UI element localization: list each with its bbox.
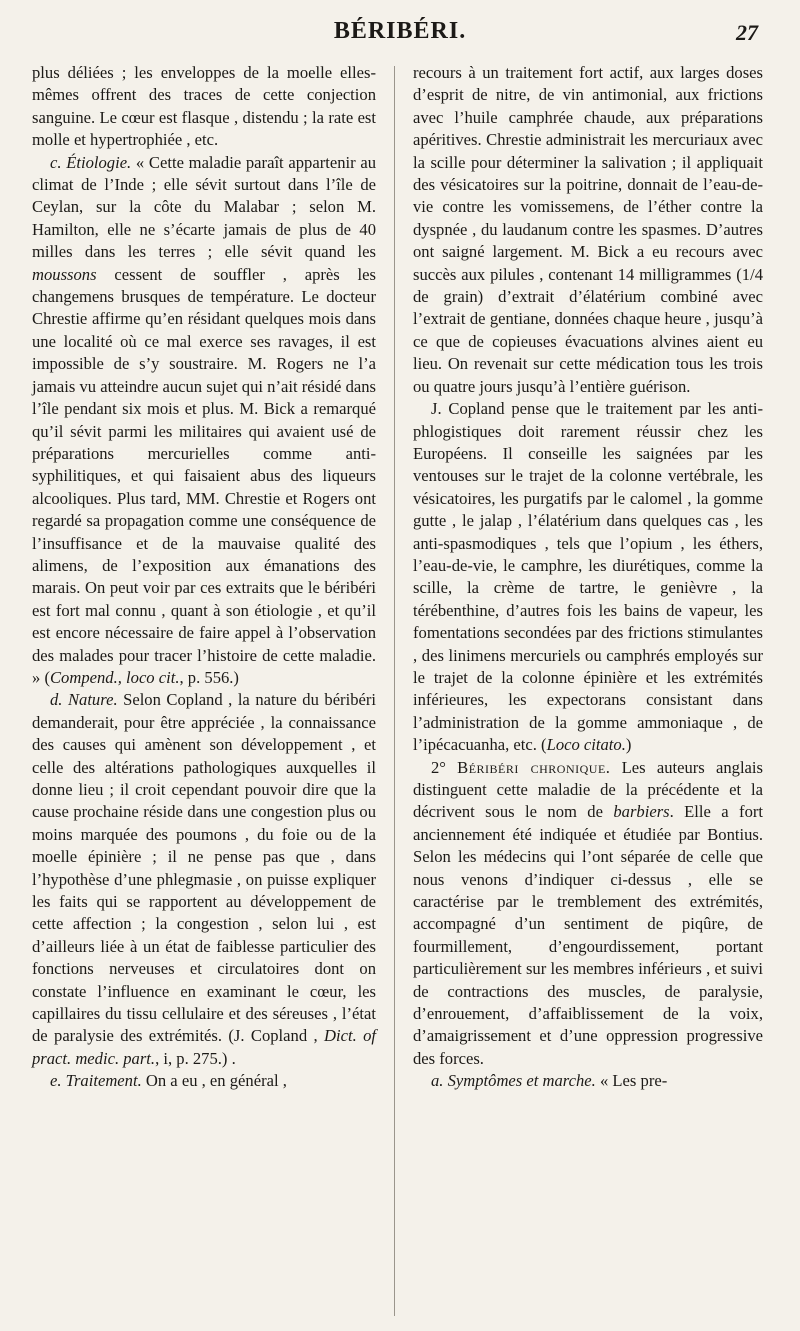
right-column — [413, 62, 763, 1093]
section-heading-chronique: Béribéri chronique. — [457, 757, 611, 777]
traitement-text-a: On a eu , en général , — [141, 1071, 287, 1091]
paragraph-traitement-cont: recours à un traitement fort actif, aux larges doses d’esprit de nitre, de vin antimonial, aux frictions avec l’huile camphrée chaude, aux préparations apéritives. Chrestie administrait les mercuriaux avec la scille pour déterminer la salivation ; il appliquait des vésicatoires sur la poitrine, donnait de l’eau-de-vie contre les vomissemens, de l’éther contre la dyspnée , du laudanum contre les spasmes. D’autres ont saigné largement. M. Bick a eu recours avec succès aux pilules , contenant 14 milligrammes (1/4 de grain) d’extrait d’élatérium combiné avec l’extrait de gentiane, données chaque heure , jusqu’à ce que de copieuses évacuations alvines aient eu lieu. On revenait sur cette médication tous les trois ou quatre jours jusqu’à l’entière guérison. — [413, 63, 763, 396]
paragraph-nature — [32, 689, 376, 1070]
paragraph-symptomes — [413, 1070, 763, 1092]
left-column — [32, 62, 376, 1093]
chronique-text-b: . Elle a fort anciennement été indiquée et étudiée par Bontius. Selon les médecins qui l’ont séparée de celle que nous venons d’indiquer ci-dessus , elle se caractérise par le tremblement des extrémités, accompagné d’un sentiment de piqûre, de fourmillement, d’engourdissement, portant particulièrement sur les membres inférieurs , et suivi de contractions des muscles, de paralysie, d’enrouement, d’affaiblissement de la voix, d’amaigrissement et d’une oppression progressive des forces. — [413, 802, 764, 1068]
paragraph-etiologie — [32, 152, 376, 690]
etiologie-text-a: « Cette maladie paraît appartenir au climat de l’Inde ; elle sévit surtout dans l’île de Ceylan, sur la côte du Malabar ; selon M. Hamilton, elle ne s’écarte jamais de plus de 40 milles dans les terres ; elle sévit quand les — [32, 152, 376, 262]
citation-loco-citato: Loco citato. — [546, 735, 626, 755]
section-heading-etiologie: c. Étiologie. — [50, 152, 132, 172]
paragraph-copland-treatment — [413, 398, 763, 757]
section-heading-traitement: e. Traitement. — [50, 1071, 142, 1091]
nature-text-a: Selon Copland , la nature du béribéri demanderait, pour être appréciée , la connaissance des causes qui amènent son développement , et celle des altérations pathologiques auxquelles il donne lieu ; il croit cependant pouvoir dire que la cause prochaine réside dans une congestion plus ou moins marquée des poumons , du foie ou de la moelle épinière ; il ne pense pas que , dans l’hypothèse d’une phlegmasie , on puisse expliquer les faits qui se rapportent au développement de cette affection ; la congestion , selon lui , est d’ailleurs liée à un état de faiblesse particulier des fonctions nerveuses et circulatoires dont on constate l’influence en examinant le cœur, les capillaires du tissu cellulaire et des séreuses , l’état de paralysie des extrémités. (J. Copland , — [32, 690, 376, 1046]
symptomes-text-a: « Les pre- — [595, 1071, 668, 1091]
term-moussons: moussons — [32, 264, 97, 284]
paragraph-anatomy: plus déliées ; les enveloppes de la moelle elles-mêmes offrent des traces de cette conjection sanguine. Le cœur est flasque , distendu ; la rate est molle et hypertrophiée , etc. — [32, 63, 376, 150]
etiologie-text-b: cessent de souffler , après les changemens brusques de température. Le docteur Chrestie affirme qu’en résidant quelques mois dans une localité où ce mal exerce ses ravages, il est impossible de s’y soustraire. M. Rogers ne l’a jamais vu atteindre aucun sujet qui n’ait résidé dans l’île pendant six mois et plus. M. Bick a remarqué qu’il sévit parmi les militaires qui avaient usé de préparations mercurielles comme anti-syphilitiques, et qui faisaient abus des liqueurs alcooliques. Plus tard, MM. Chrestie et Rogers ont regardé sa propagation comme une conséquence de l’insuffisance et de la mauvaise qualité des alimens, de l’exposition aux émanations des marais. On peut voir par ces extraits que le béribéri est fort mal connu , quant à son étiologie , et qu’il est encore nécessaire de faire appel à l’observation des malades pour tracer l’histoire de cette maladie. » ( — [32, 264, 376, 687]
section-heading-nature: d. Nature. — [50, 690, 118, 710]
citation-compend: Compend., loco cit. — [49, 667, 180, 687]
nature-text-b: , i, p. 275.) . — [155, 1048, 236, 1068]
running-head — [0, 18, 800, 58]
page-number: 27 — [736, 20, 758, 45]
citation-copland: Dict. of pract. medic. part. — [32, 1026, 376, 1068]
copland-text-end: ) — [625, 735, 632, 755]
copland-text: J. Copland pense que le traitement par les anti-phlogistiques doit rarement réussir chez les Européens. Il conseille les saignées par les ventouses sur le trajet de la colonne vertébrale, les vésicatoires, les purgatifs par le calomel , la gomme gutte , le jalap , l’élatérium dans quelques cas , les anti-spasmodiques , tels que l’opium , les éthers, l’eau-de-vie, le camphre, les diurétiques, comme la scille, la crème de tartre, le genièvre , la térébenthine, d’autres fois les bains de vapeur, les fomentations secondées par des frictions stimulantes , des linimens mercuriels ou camphrés employés sur le trajet de la colonne épinière et les extrémités inférieures, les expectorans consistant dans l’administration de la gomme ammoniaque , de l’ipécacuanha, etc. ( — [413, 399, 763, 755]
paragraph-chronique — [413, 757, 763, 1071]
section-heading-symptomes: a. Symptômes et marche. — [431, 1071, 596, 1091]
paragraph-traitement — [32, 1070, 376, 1092]
chronique-text-a: Les auteurs anglais distinguent cette maladie de la précédente et la décrivent sous le nom de — [413, 757, 763, 822]
term-barbiers: barbiers — [613, 802, 670, 822]
column-divider — [394, 66, 395, 1316]
page-title: BÉRIBÉRI. — [333, 18, 467, 44]
chronique-number: 2° — [431, 757, 458, 777]
etiologie-text-c: , p. 556.) — [179, 667, 239, 687]
